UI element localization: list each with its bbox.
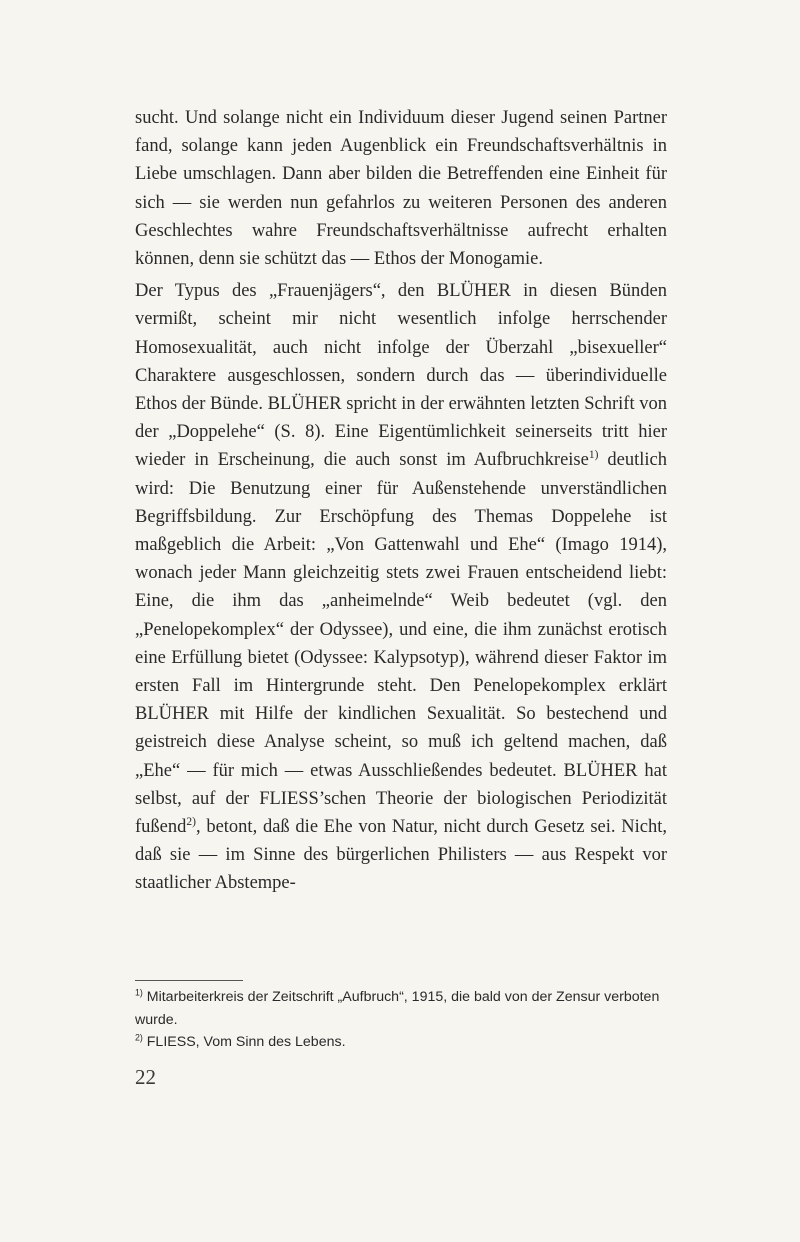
footnote-2-text: FLIESS, Vom Sinn des Lebens.	[142, 1034, 346, 1050]
paragraph-2-part-c: , betont, daß die Ehe von Natur, nicht durch Gesetz sei. Nicht, daß sie — im Sinne des bürgerlichen Philisters — aus Respekt vor staatlicher Abstempe-	[135, 817, 667, 894]
footnote-2	[135, 1031, 667, 1054]
paragraph-2	[135, 277, 667, 897]
footnote-2-mark: 2)	[135, 1032, 143, 1043]
paragraph-1: sucht. Und solange nicht ein Individuum dieser Jugend seinen Partner fand, solange kann jeden Augenblick ein Freundschaftsverhältnis in Liebe umschlagen. Dann aber bilden die Betreffenden eine Einheit für sich — sie werden nun gefahrlos zu weiteren Personen des anderen Geschlechtes wahre Freundschaftsverhältnisse aufrecht erhalten können, denn sie schützt das — Ethos der Monogamie.	[135, 108, 667, 270]
footnote-ref-2: 2)	[186, 815, 196, 828]
footnote-1-mark: 1)	[135, 987, 143, 998]
paragraph-2-part-b: deutlich wird: Die Benutzung einer für Außenstehende unverständlichen Begriffsbildung. Zur Erschöpfung des Themas Doppelehe ist maßgeblich die Arbeit: „Von Gattenwahl und Ehe“ (Imago 1914), wonach jeder Mann gleichzeitig stets zwei Frauen entscheidend liebt: Eine, die ihm das „anheimelnde“ Weib bedeutet (vgl. den „Penelopekomplex“ der Odyssee), und eine, die ihm zunächst erotisch eine Erfüllung bietet (Odyssee: Kalypsotyp), während dieser Faktor im ersten Fall im Hintergrunde steht. Den Penelopekomplex erklärt BLÜHER mit Hilfe der kindlichen Sexualität. So bestechend und geistreich diese Analyse scheint, so muß ich geltend machen, daß „Ehe“ — für mich — etwas Ausschließendes bedeutet. BLÜHER hat selbst, auf der FLIESS’schen Theorie der biologischen Periodizität fußend	[135, 450, 667, 838]
footnote-1-text: Mitarbeiterkreis der Zeitschrift „Aufbruch“, 1915, die bald von der Zensur verboten wurde.	[135, 989, 660, 1028]
footnote-ref-1: 1)	[588, 449, 599, 462]
main-text	[135, 104, 667, 898]
paragraph-2-part-a: Der Typus des „Frauenjägers“, den BLÜHER in diesen Bünden vermißt, scheint mir nicht wesentlich infolge herrschender Homosexualität, auch nicht infolge der Überzahl „bisexueller“ Charaktere ausgeschlossen, sondern durch das — überindividuelle Ethos der Bünde. BLÜHER spricht in der erwähnten letzten Schrift von der „Doppelehe“ (S. 8). Eine Eigentümlichkeit seinerseits tritt hier wieder in Erscheinung, die auch sonst im Aufbruchkreise	[135, 281, 667, 471]
page-number: 22	[135, 1065, 156, 1089]
footnote-divider	[135, 980, 243, 981]
footnotes	[135, 986, 667, 1054]
footnote-1	[135, 986, 667, 1031]
